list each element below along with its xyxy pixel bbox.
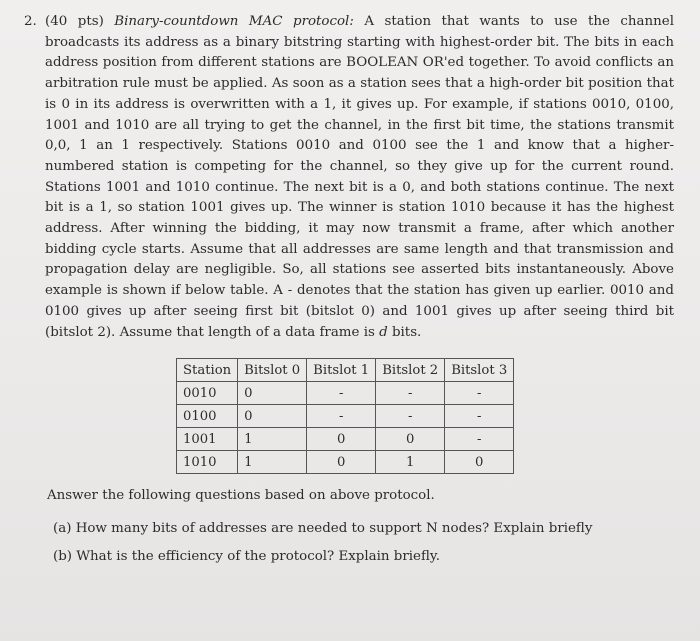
table-cell: 0 xyxy=(376,428,445,451)
table-cell: - xyxy=(307,382,376,405)
table-row xyxy=(177,428,514,451)
problem-tail: bits. xyxy=(391,324,422,340)
table-cell: 0100 xyxy=(177,405,238,428)
table-row xyxy=(177,451,514,474)
bitslot-table xyxy=(176,358,514,474)
problem-statement xyxy=(24,12,674,343)
problem-title: Binary-countdown MAC protocol: xyxy=(114,14,354,29)
problem-number: 2. xyxy=(24,14,37,29)
problem-points: (40 pts) xyxy=(45,14,104,29)
header-cell: Bitslot 3 xyxy=(445,359,514,382)
table-cell: 1 xyxy=(238,451,307,474)
table-row xyxy=(177,405,514,428)
table-row xyxy=(177,382,514,405)
table-cell: - xyxy=(445,405,514,428)
table-cell: 1 xyxy=(238,428,307,451)
questions-intro: Answer the following questions based on above protocol. xyxy=(47,488,435,503)
problem-body xyxy=(45,12,674,343)
table-cell: - xyxy=(445,428,514,451)
frame-length-variable: d xyxy=(379,324,388,340)
problem-text: A station that wants to use the channel broadcasts its address as a binary bitstring starting with highest-order bit. The bits in each address position from different stations are BOOLEAN OR'ed together. To avoid conflicts an arbitration rule must be applied. As soon as a station sees that a high-order bit position that is 0 in its address is overwritten with a 1, it gives up. For example, if stations 0010, 0100, 1001 and 1010 are all trying to get the channel, in the first bit time, the stations transmit 0,0, 1 an 1 respectively. Stations 0010 and 0100 see the 1 and know that a higher-numbered station is competing for the channel, so they give up for the current round. Stations 1001 and 1010 continue. The next bit is a 0, and both stations continue. The next bit is a 1, so station 1001 gives up. The winner is station 1010 because it has the highest address. After winning the bidding, it may now transmit a frame, after which another bidding cycle starts. Assume that all addresses are same length and that transmission and propagation delay are negligible. So, all stations see asserted bits instantaneously. Above example is shown if below table. A - denotes that the station has given up earlier. 0010 and 0100 gives up after seeing first bit (bitslot 0) and 1001 gives up after seeing third bit (bitslot 2). Assume that length of a data frame is xyxy=(45,14,674,340)
header-cell: Bitslot 2 xyxy=(376,359,445,382)
header-cell: Station xyxy=(177,359,238,382)
table-cell: - xyxy=(376,382,445,405)
table-cell: 0 xyxy=(307,428,376,451)
table-cell: 0 xyxy=(238,405,307,428)
table-cell: - xyxy=(307,405,376,428)
table-cell: 1 xyxy=(376,451,445,474)
table-cell: - xyxy=(376,405,445,428)
table-header-row xyxy=(177,359,514,382)
header-cell: Bitslot 0 xyxy=(238,359,307,382)
table-cell: 1010 xyxy=(177,451,238,474)
table-cell: 0 xyxy=(238,382,307,405)
table-cell: 0 xyxy=(307,451,376,474)
table-cell: - xyxy=(445,382,514,405)
question-a: (a) How many bits of addresses are needed to support N nodes? Explain briefly xyxy=(53,521,593,536)
question-b: (b) What is the efficiency of the protocol? Explain briefly. xyxy=(53,549,440,564)
table-cell: 0 xyxy=(445,451,514,474)
header-cell: Bitslot 1 xyxy=(307,359,376,382)
table-cell: 0010 xyxy=(177,382,238,405)
table-cell: 1001 xyxy=(177,428,238,451)
